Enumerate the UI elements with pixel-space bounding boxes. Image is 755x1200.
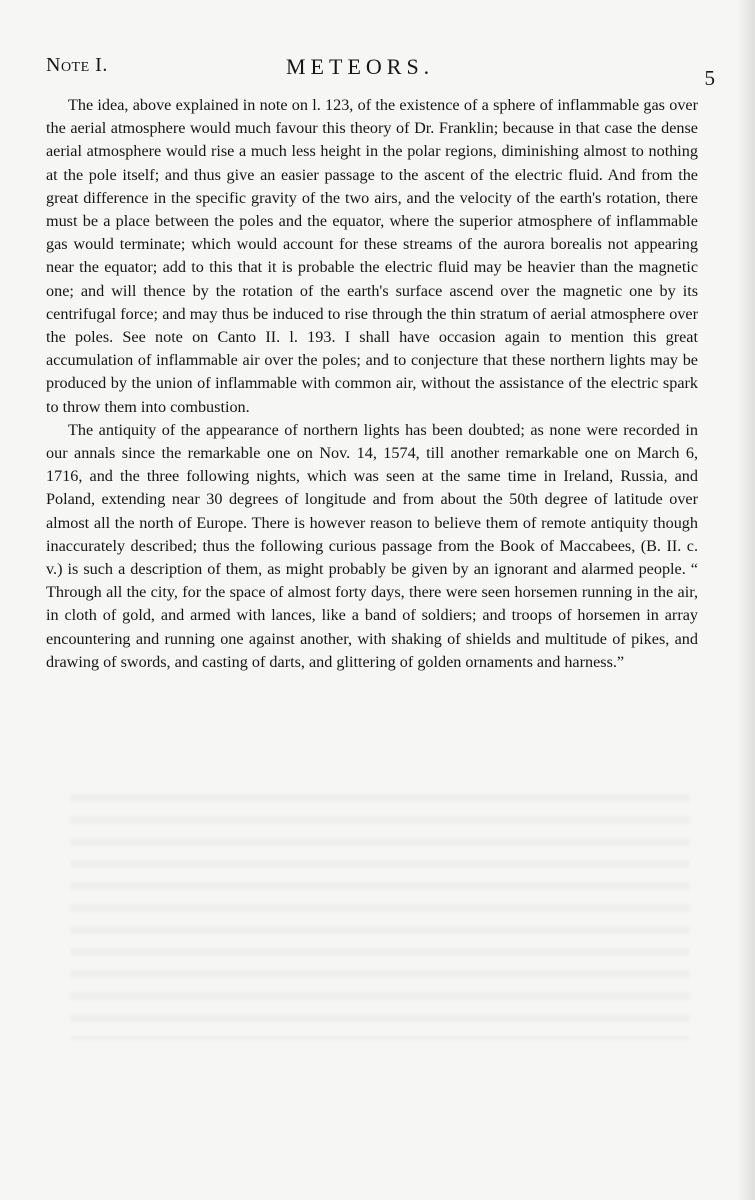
page-number: 5 [704, 66, 715, 90]
page-edge-shadow [737, 0, 755, 1200]
show-through-texture [70, 780, 690, 1040]
body-text [46, 94, 698, 674]
paragraph-aurora-theory: The idea, above explained in note on l. 123, of the existence of a sphere of inflammable gas over the aerial atmosphere would much favour this theory of Dr. Franklin; because in that case the dense aerial atmosphere would rise a much less height in the polar regions, diminishing almost to nothing at the pole itself; and thus give an easier passage to the ascent of the electric fluid. And from the great difference in the specific gravity of the two airs, and the velocity of the earth's rotation, there must be a place between the poles and the equator, where the superior atmosphere of inflammable gas would terminate; which would account for these streams of the aurora borealis not appearing near the equator; add to this that it is probable the electric fluid may be heavier than the magnetic one; and will thence by the rotation of the earth's surface ascend over the magnetic one by its centrifugal force; and may thus be induced to rise through the thin stratum of aerial atmosphere over the poles. See note on Canto II. l. 193. I shall have occasion again to mention this great accumulation of inflammable air over the poles; and to conjecture that these northern lights may be produced by the union of inflammable with common air, without the assistance of the electric spark to throw them into combustion. [46, 96, 698, 416]
running-title: METEORS. [286, 54, 435, 79]
paragraph-antiquity: The antiquity of the appearance of northern lights has been doubted; as none were recorded in our annals since the remarkable one on Nov. 14, 1574, till another remarkable one on March 6, 1716, and the three following nights, which was seen at the same time in Ireland, Russia, and Poland, extending near 30 degrees of longitude and from about the 50th degree of latitude over almost all the north of Europe. There is however reason to believe them of remote antiquity though inaccurately described; thus the following curious passage from the Book of Maccabees, (B. II. c. v.) is such a description of them, as might probably be given by an ignorant and alarmed people. “ Through all the city, for the space of almost forty days, there were seen horsemen running in the air, in cloth of gold, and armed with lances, like a band of soldiers; and troops of horsemen in array encountering and running one against another, with shaking of shields and multitude of pikes, and drawing of swords, and casting of darts, and glittering of golden ornaments and harness.” [46, 420, 698, 671]
note-label: Note I. [46, 54, 108, 76]
page-header [46, 54, 715, 88]
